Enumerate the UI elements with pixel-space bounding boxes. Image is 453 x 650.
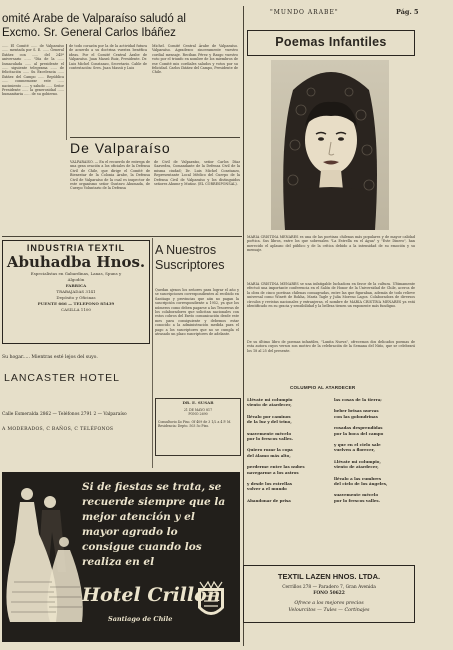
- hotel-crillon-ad: [2, 472, 240, 642]
- valparaiso-col2: de Civil de Valparaíso, señor Carlos Díaz Saavedra, Comandante de la Defensa Civil de la misma ciudad; Dr. Luis Michel Constanzo, Representante Local Médico del Cuerpo de la Defensa Civil de Valparaíso y los distinguidos señores Ahumr y Muñoz. (EL CORRESPONSAL).: [154, 160, 240, 187]
- dr-susar-ad: [155, 398, 241, 456]
- suscriptores-title: [155, 243, 224, 273]
- poem-stanza: Llévate mi columpio viento de atardecer,: [247, 397, 293, 408]
- lancaster-phone: Calle Esmeralda 2862 — Teléfonos 2791 2 — Valparaíso: [2, 412, 127, 417]
- textil-ad-line1: Especialistas en Gabardinas, Lanas, Spuns y: [30, 271, 122, 276]
- headline-line2: Excmo. Sr. General Carlos Ibáñez: [2, 27, 176, 39]
- poem-stanza: llévalo por caminos de la luz y del trino,: [247, 413, 292, 425]
- section-divider: [2, 236, 242, 237]
- textil-ad-line2: Algodón: [67, 277, 85, 282]
- lazen-slogan: [244, 601, 414, 614]
- lancaster-hotel-ad: [2, 349, 150, 467]
- page-number: Pág. 5: [396, 8, 419, 16]
- suscriptores-text: Quedan ajenos los señores para lograr el año y se suscripciones correspondientes al recibido en Santiago y provincias que aún no pagan la suscripción correspondiente a 1952, ya que los números como deben pagarse a las Tesoreras de los colaboradores que solicitan nacionales con estos cobros del Envío comunicación desde este mes para consiguiente y debemos estar conocido a la administración medida para el pago a los suscriptores que no se cumpla el atrasado un plazo suscriptores de adelante.: [155, 288, 239, 337]
- poem-stanza: perderme entre las nubes navegarme a los astros: [247, 464, 305, 475]
- poemas-caption1: MARIA CRISTINA MENARES es una de las poetisas chilenas más populares y de mayor calidad poética. Sus libros, entre los que sobresalen "La Estrella en el Agua" y "Este Dinero", han merecido el aplauso del público y de la crítica debido a la intensidad de su emoción y su mensaje.: [247, 235, 415, 253]
- column-divider: [66, 44, 67, 140]
- textil-ad-name: Abuhadba Hnos.: [6, 253, 146, 271]
- poem-stanza: y que en el cielo sale vuelven a florecer,: [334, 442, 381, 453]
- poemas-caption3: De su último libro de poemas infantiles, "Lunita Nueva", ofrecemos dos delicados poemas de esta autora cuyos versos son motivo de la celebración de la Semana del Niño, que se celebrará los 18 al 25 del presente.: [247, 340, 415, 353]
- dr-susar-name: DR. E. SUSAR: [182, 400, 214, 405]
- lancaster-amenities: A MODERADOS, C BAÑOS, C TELÉFONOS: [2, 427, 114, 432]
- textil-ad-line4: TRABAJADAS 3141: [56, 289, 96, 294]
- lancaster-title: LANCASTER HOTEL: [4, 372, 120, 384]
- portrait-photo: [271, 60, 389, 230]
- poem-left-column: [247, 397, 327, 509]
- lazen-slogan-line1: Ofrece a los mejores precios: [294, 601, 364, 606]
- portrait-image: [271, 60, 389, 230]
- textil-ad-line7: CASILLA 1100: [61, 307, 91, 312]
- poem-stanza: beber brisas nuevas con las golondrinas: [334, 408, 379, 419]
- poem-stanza: suavemente mécelo por lo frescos valles.: [334, 492, 381, 503]
- suscriptores-title-line1: A Nuestros: [155, 243, 217, 257]
- suscriptores-title-line2: Suscriptores: [155, 258, 225, 272]
- poem-stanza: llévalo a las cumbres del cielo de los ángeles,: [334, 475, 388, 487]
- poem-stanza: Llévate mi columpio, viento de atardecer,: [334, 458, 381, 470]
- crillon-hotel-name: Hotel Crillon: [82, 584, 221, 606]
- headline: [2, 12, 242, 40]
- lazen-slogan-line2: Velourcitos — Tules — Cortinajes: [288, 607, 370, 613]
- poem-stanza: y desde los estrellas volver a el mundo: [247, 481, 293, 492]
- dr-susar-line2: FONO 2690: [188, 412, 208, 417]
- poem-stanza: Quiero rozar la copa del álamo más alto,: [247, 447, 293, 458]
- lazen-address: [244, 585, 414, 597]
- dr-susar-line3: Consultorio 4o Piso. Of 409 de 3 1/2 a 4 P. M.: [158, 419, 232, 424]
- lazen-name: TEXTIL LAZEN HNOS. LTDA.: [277, 572, 381, 581]
- textil-ad-top: INDUSTRIA TEXTIL: [26, 243, 126, 253]
- poem-right-column: [334, 397, 418, 509]
- valparaiso-col1: VALPARAISO. — En el recuerdo de entrega de una gran ovación a los oficiales de la Defensa Civil de Chile, que dirige el Comité de Bienestar de la Colonia Árabe, la Defensa Civil de Valparaíso de la cual es inspector de este organismo señor Gustavo Ahumada, de Cuerpo Voluntario de la Defensa: [70, 160, 150, 191]
- poem-title: COLUMPIO AL ATARDECER: [290, 385, 356, 390]
- dr-susar-line4: Residencia: Depto. 503 5o Piso.: [158, 423, 210, 428]
- poemas-title-box: [247, 30, 415, 56]
- lazen-address-line2: FONO 50622: [313, 591, 345, 596]
- lazen-address-line1: Cerrillos 278 — Paradero 7, Gran Avenida: [282, 585, 376, 590]
- textil-lazen-ad: [243, 565, 415, 623]
- publication-header: "MUNDO ARABE": [270, 9, 339, 16]
- article-col3: Michel. Comité Central Árabe de Valparaíso. Valparaíso. Agradezco sinceramente vuestro cordial mensaje. Reciban Pérez y Rasgo vuestro voto por el triunfo en nombre de los miembros de ese Comité mis cordiales saludos y votos por su felicidad. Carlos Ibáñez del Campo, Presidente de Chile.: [152, 44, 238, 75]
- section-divider: [70, 137, 240, 138]
- crillon-script-text: Si de fiestas se trata, se recuerde siempre que la mejor atención y el mayor agrado lo consigue cuando los realiza en el: [82, 481, 226, 568]
- column-divider: [152, 238, 153, 468]
- headline-line1: omité Arabe de Valparaíso saludó al: [2, 13, 186, 25]
- poemas-title: Poemas Infantiles: [275, 35, 387, 49]
- valparaiso-title: De Valparaíso: [70, 140, 171, 156]
- page-divider: [243, 6, 244, 646]
- dr-susar-line1: 21 DE MAYO 817: [183, 408, 213, 413]
- lancaster-tagline: Su hogar..... Mientras esté lejos del suyo.: [2, 355, 98, 360]
- article-col2: de todo corazón por la de la actividad futura de acuerdo a su doctrina vuestra benéfica ideas. Por el Comité Central Árabe de Valparaíso. Juan Massú Ruiz, Presidente. Dr. Luis Michel Constanzo, Secretario. Cable de contestación: Sres. Juan Massú y Luis: [69, 44, 147, 71]
- poem-stanza: rosadas desprendidas por la boca del campo: [334, 425, 384, 436]
- poem-stanza: suavemente mécelo por lo frescos valles.: [247, 430, 294, 442]
- crillon-city: Santiago de Chile: [108, 615, 173, 623]
- textil-abuhadba-ad: [2, 240, 150, 344]
- article-col1: ...... El Comité ...... de Valparaíso ...... mentada por S. E. ...... General Ibáñez con ...... del 245º aniversario ...... "Día de la ...... Inmaculada ...... al presidente el ...... siguiente telegrama ...... de felicitación ...... Su Excelencia ...... Ibáñez del Campo ...... República ...... conmemorar este ...... nacimiento ...... y saludo ...... Señor Presidente ...... la generosidad ...... humanitaria ...... de su gobierno.: [2, 44, 64, 97]
- poem-stanza: las cosas de la tierra;: [334, 397, 382, 402]
- poemas-caption2: MARIA CRISTINA MENARES se una infatigable luchadora en favor de la cultura. Ultimamente efectuó una importante conferencia en el Salón de Honor de la Universidad de Chile, acerca de la obra de cinco poetisas chilenas consagradas, entre las que figuraban, además de todo relieve universal como Winett de Rokha, María Tagle y Julia Moreno Lagos. Colaboradora de diversos círculos y revistas nacionales y extranjeras, el nombre de MARIA CRISTINA MENARES ya está identificado en su gracia y sensibilidad y la belleza tienen un exponente más fundigno.: [247, 282, 415, 309]
- textil-ad-line5: Depósito y Oficinas: [56, 295, 96, 300]
- textil-ad-line6: PUENTE 666 — TELEFONO 85439: [37, 301, 115, 306]
- textil-ad-line3: FABRICA: [65, 283, 87, 288]
- poem-stanza: Abandonar de prisa: [247, 497, 291, 503]
